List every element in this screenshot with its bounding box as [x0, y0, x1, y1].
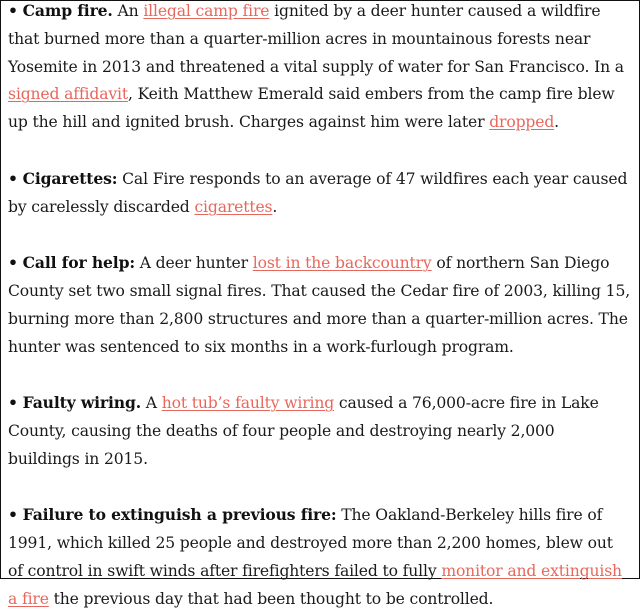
list-item-faulty-wiring	[8, 389, 631, 473]
list-item-camp-fire	[8, 0, 631, 137]
article-body	[1, 0, 639, 614]
bullet: •	[8, 393, 18, 413]
item-text: of northern San Diego County set two small signal fires. That caused the Cedar fire of 2003, killing 15, burning more than 2,800 structures and more than a quarter-million acres. The hunter was sentenced to six months in a work-furlough program.	[8, 254, 631, 356]
lost-in-the-backcountry-link[interactable]: lost in the backcountry	[252, 254, 432, 273]
illegal-camp-fire-link[interactable]: illegal camp fire	[143, 2, 270, 20]
monitor-and-extinguish-a-fire-link[interactable]: monitor and extinguish a fire	[8, 561, 622, 608]
item-text: , Keith Matthew Emerald said embers from the camp fire blew up the hill and ignited brush. Charges against him were later	[8, 85, 615, 132]
item-text: The Oakland-Berkeley hills fire of 1991, which killed 25 people and destroyed more than 2,200 homes, blew out of control in swift winds after firefighters failed to fully	[8, 506, 613, 580]
item-text: .	[272, 197, 278, 216]
bullet: •	[8, 505, 18, 525]
bullet: •	[8, 253, 18, 273]
item-heading: Call for help:	[22, 253, 135, 273]
item-heading: Failure to extinguish a previous fire:	[22, 505, 337, 525]
signed-affidavit-link[interactable]: signed affidavit	[8, 85, 128, 104]
list-item-failure-to-extinguish	[8, 501, 631, 613]
list-item-cigarettes	[8, 165, 631, 222]
bullet: •	[8, 168, 18, 188]
dropped-link[interactable]: dropped	[489, 113, 555, 132]
hot-tub-faulty-wiring-link[interactable]: hot tub’s faulty wiring	[161, 394, 335, 413]
item-text: Cal Fire responds to an average of 47 wildfires each year caused by carelessly discarded	[8, 169, 628, 216]
item-text: An	[112, 2, 144, 20]
cigarettes-link[interactable]: cigarettes	[194, 197, 273, 216]
item-text: the previous day that had been thought to be controlled.	[48, 589, 494, 608]
list-item-call-for-help	[8, 249, 631, 361]
item-heading: Cigarettes:	[22, 168, 118, 188]
item-heading: Camp fire.	[22, 1, 113, 20]
item-text: .	[554, 113, 559, 132]
item-text: caused a 76,000-acre fire in Lake County, causing the deaths of four people and destroying nearly 2,000 buildings in 2015.	[8, 394, 599, 468]
item-heading: Faulty wiring.	[22, 393, 141, 413]
bullet: •	[8, 1, 18, 20]
item-text: ignited by a deer hunter caused a wildfire that burned more than a quarter-million acres in mountainous forests near Yosemite in 2013 and threatened a vital supply of water for San Francisco. In a	[8, 2, 624, 76]
item-text: A deer hunter	[134, 254, 253, 273]
item-text: A	[140, 394, 162, 413]
